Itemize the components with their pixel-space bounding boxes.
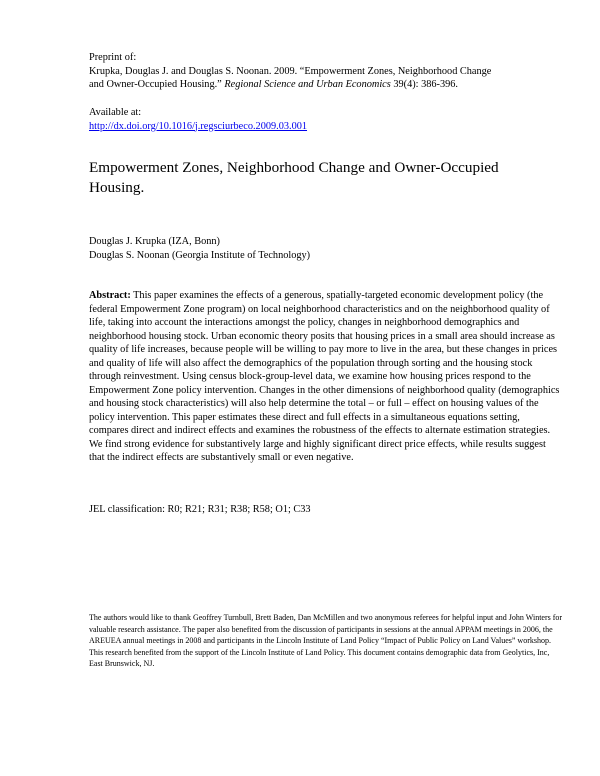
available-label: Available at: [89, 107, 142, 118]
jel-classification: JEL classification: R0; R21; R31; R38; R58; O1; C33 [89, 504, 311, 515]
abstract [89, 289, 561, 465]
volume-pages: 39(4): 386-396. [390, 79, 458, 90]
citation-line-2 [89, 78, 559, 92]
abstract-text: This paper examines the effects of a generous, spatially-targeted economic development policy (the federal Empowerment Zone program) on local neighborhood characteristics and on the neighborhood quality of life, taking into account the interactions amongst the policy, changes in neighborhood demographics and neighborhood housing stock. Urban economic theory posits that housing prices in a small area should increase as quality of life increases, because people will be willing to pay more to live in the area, but these changes in prices and quality of life will also affect the demographics of the population through sorting and the housing stock through reinvestment. Using census block-group-level data, we examine how housing prices respond to the Empowerment Zone policy intervention. Changes in the other dimensions of neighborhood quality (demographics and housing stock characteristics) will also help determine the total – or full – effect on housing values of the policy intervention. This paper estimates these direct and full effects in a simultaneous equations setting, compares direct and indirect effects and examines the robustness of the effects to alternate estimation strategies. We find strong evidence for substantively large and highly significant direct price effects, while results suggest that the indirect effects are substantively small or even negative. [89, 290, 560, 463]
author-2: Douglas S. Noonan (Georgia Institute of Technology) [89, 249, 311, 261]
citation-line-1: Krupka, Douglas J. and Douglas S. Noonan. 2009. “Empowerment Zones, Neighborhood Change [89, 65, 492, 77]
author-1: Douglas J. Krupka (IZA, Bonn) [89, 236, 220, 247]
citation-title-end: and Owner-Occupied Housing.” [89, 79, 225, 90]
journal-name: Regional Science and Urban Economics [224, 79, 391, 90]
preprint-notice [89, 51, 559, 92]
paper-title: Empowerment Zones, Neighborhood Change and Owner-Occupied Housing. [89, 159, 499, 196]
author-list [89, 235, 559, 262]
preprint-label: Preprint of: [89, 52, 137, 63]
availability-notice [89, 106, 559, 133]
doi-link[interactable]: http://dx.doi.org/10.1016/j.regsciurbeco.2009.03.001 [89, 120, 308, 132]
abstract-label: Abstract: [89, 290, 131, 301]
acknowledgement-footnote: The authors would like to thank Geoffrey Turnbull, Brett Baden, Dan McMillen and two anonymous referees for helpful input and John Winters for valuable research assistance. The paper also benefited from the discussion of participants in sessions at the annual APPAM meetings in 2006, the AREUEA annual meetings in 2008 and participants in the Lincoln Institute of Land Policy “Impact of Public Policy on Land Values” workshop. This research benefited from the support of the Lincoln Institute of Land Policy. This document contains demographic data from Geolytics, Inc, East Brunswick, NJ. [89, 613, 563, 669]
